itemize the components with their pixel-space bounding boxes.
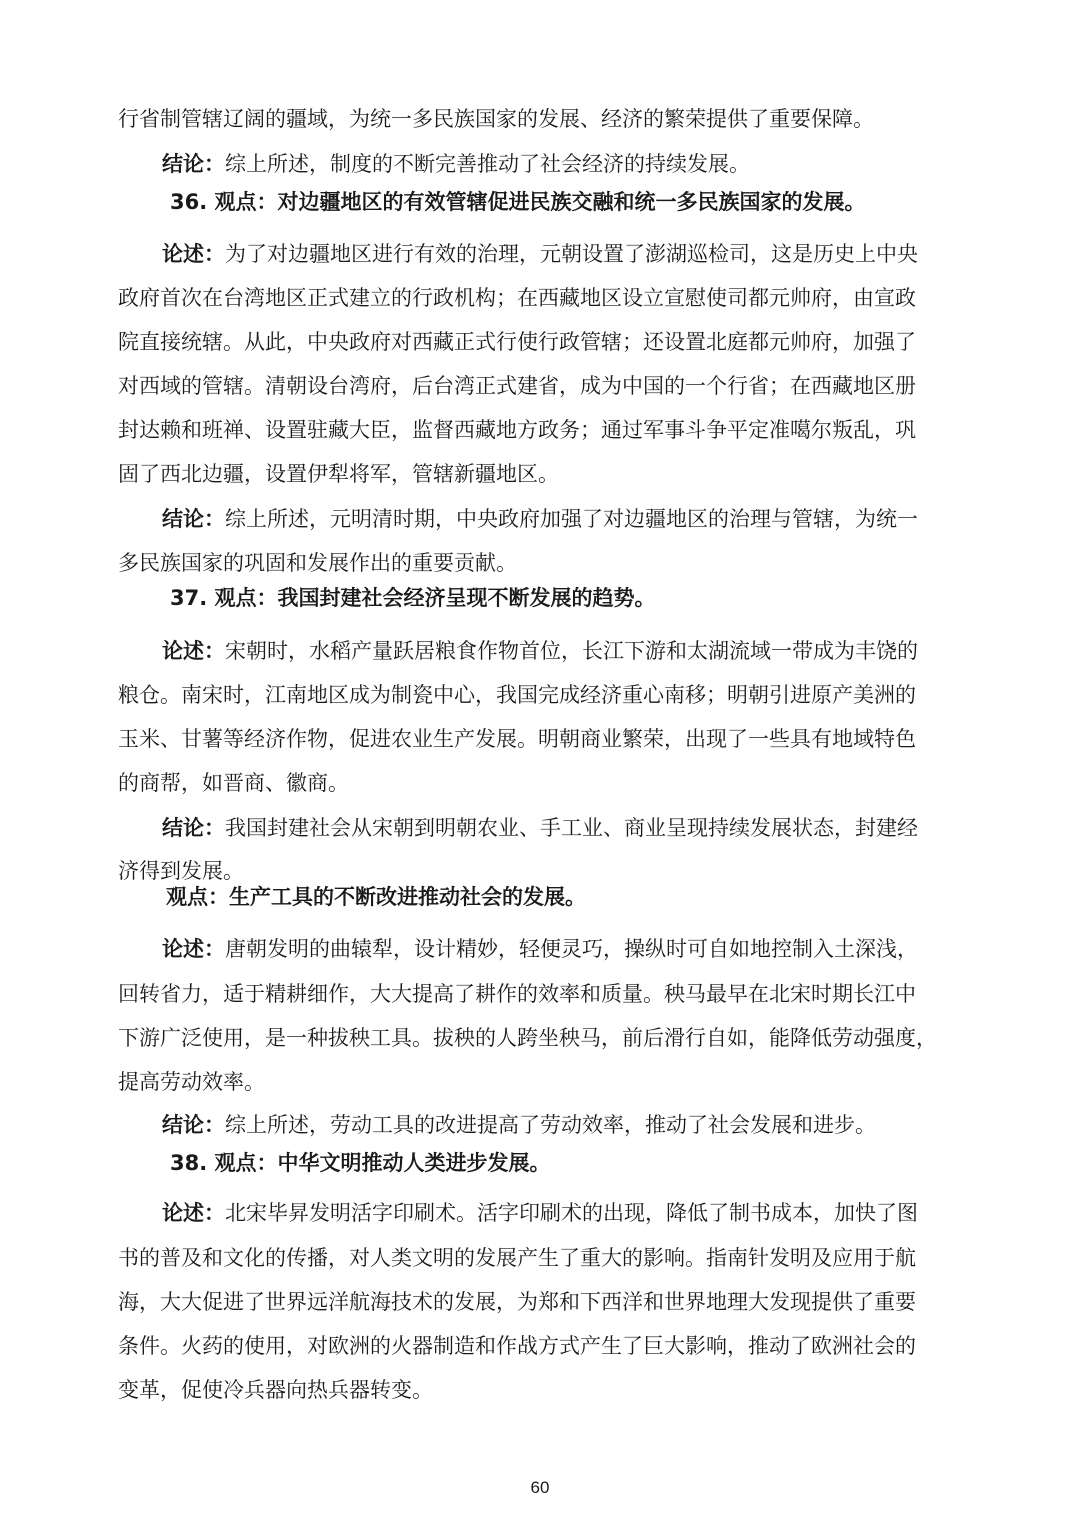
argument-label: 论述： <box>162 937 225 961</box>
text-line: 济得到发展。 <box>118 859 244 883</box>
text-line: 变革，促使冷兵器向热兵器转变。 <box>118 1378 433 1402</box>
text-line: 回转省力，适于精耕细作，大大提高了耕作的效率和质量。秧马最早在北宋时期长江中 <box>118 982 916 1006</box>
section-heading-tools: 观点：生产工具的不断改进推动社会的发展。 <box>166 885 586 909</box>
section-heading-37: 37. 观点：我国封建社会经济呈现不断发展的趋势。 <box>170 586 656 610</box>
conclusion-line: 结论：综上所述，元明清时期，中央政府加强了对边疆地区的治理与管辖，为统一 <box>162 507 918 531</box>
conclusion-label: 结论： <box>162 152 225 176</box>
text-line: 对西域的管辖。清朝设台湾府，后台湾正式建省，成为中国的一个行省；在西藏地区册 <box>118 374 916 398</box>
conclusion-line: 结论：综上所述，制度的不断完善推动了社会经济的持续发展。 <box>162 152 750 176</box>
argument-label: 论述： <box>162 639 225 663</box>
text-line: 粮仓。南宋时，江南地区成为制瓷中心，我国完成经济重心南移；明朝引进原产美洲的 <box>118 683 916 707</box>
argument-line: 论述：唐朝发明的曲辕犁，设计精妙，轻便灵巧，操纵时可自如地控制入土深浅， <box>162 937 918 961</box>
conclusion-label: 结论： <box>162 1113 225 1137</box>
argument-line: 论述：北宋毕昇发明活字印刷术。活字印刷术的出现，降低了制书成本，加快了图 <box>162 1201 918 1225</box>
text-line: 封达赖和班禅、设置驻藏大臣，监督西藏地方政务；通过军事斗争平定准噶尔叛乱，巩 <box>118 418 916 442</box>
section-heading-38: 38. 观点：中华文明推动人类进步发展。 <box>170 1151 551 1175</box>
text-line: 院直接统辖。从此，中央政府对西藏正式行使行政管辖；还设置北庭都元帅府，加强了 <box>118 330 916 354</box>
text-line: 政府首次在台湾地区正式建立的行政机构；在西藏地区设立宣慰使司都元帅府，由宣政 <box>118 286 916 310</box>
text-line: 固了西北边疆，设置伊犁将军，管辖新疆地区。 <box>118 462 559 486</box>
text-line: 下游广泛使用，是一种拔秧工具。拔秧的人跨坐秧马，前后滑行自如，能降低劳动强度， <box>118 1026 937 1050</box>
text-line: 海，大大促进了世界远洋航海技术的发展，为郑和下西洋和世界地理大发现提供了重要 <box>118 1290 916 1314</box>
argument-label: 论述： <box>162 242 225 266</box>
text-line: 行省制管辖辽阔的疆域，为统一多民族国家的发展、经济的繁荣提供了重要保障。 <box>118 107 874 131</box>
argument-line: 论述：宋朝时，水稻产量跃居粮食作物首位，长江下游和太湖流域一带成为丰饶的 <box>162 639 918 663</box>
text-line: 的商帮，如晋商、徽商。 <box>118 771 349 795</box>
text-line: 条件。火药的使用，对欧洲的火器制造和作战方式产生了巨大影响，推动了欧洲社会的 <box>118 1334 916 1358</box>
text-line: 玉米、甘薯等经济作物，促进农业生产发展。明朝商业繁荣，出现了一些具有地域特色 <box>118 727 916 751</box>
conclusion-line: 结论：我国封建社会从宋朝到明朝农业、手工业、商业呈现持续发展状态，封建经 <box>162 816 918 840</box>
argument-label: 论述： <box>162 1201 225 1225</box>
text-line: 多民族国家的巩固和发展作出的重要贡献。 <box>118 551 517 575</box>
text-line: 提高劳动效率。 <box>118 1070 265 1094</box>
page-number: 60 <box>530 1478 550 1497</box>
conclusion-label: 结论： <box>162 507 225 531</box>
conclusion-line: 结论：综上所述，劳动工具的改进提高了劳动效率，推动了社会发展和进步。 <box>162 1113 876 1137</box>
argument-line: 论述：为了对边疆地区进行有效的治理，元朝设置了澎湖巡检司，这是历史上中央 <box>162 242 918 266</box>
conclusion-label: 结论： <box>162 816 225 840</box>
text-line: 书的普及和文化的传播，对人类文明的发展产生了重大的影响。指南针发明及应用于航 <box>118 1246 916 1270</box>
section-heading-36: 36. 观点：对边疆地区的有效管辖促进民族交融和统一多民族国家的发展。 <box>170 190 866 214</box>
